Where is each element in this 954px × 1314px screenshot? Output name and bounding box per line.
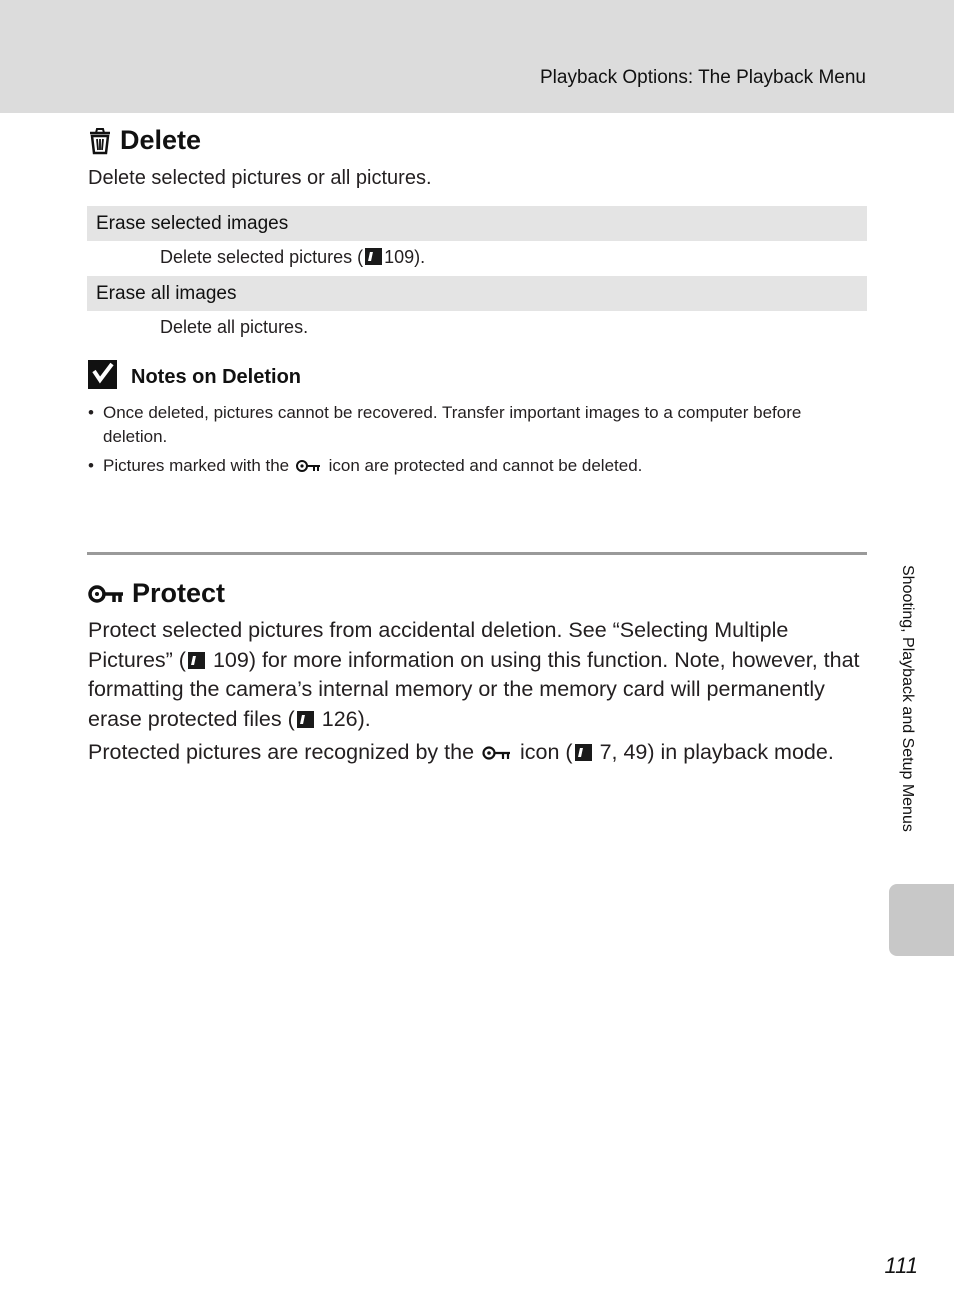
protect-paragraph-2 (88, 738, 868, 771)
protect-heading (88, 578, 225, 609)
page-reference: 7, 49 (599, 740, 648, 764)
delete-heading (88, 125, 201, 156)
body-text: ) in playback mode. (647, 740, 834, 764)
checkmark-note-icon (88, 360, 117, 394)
section-divider (87, 552, 867, 555)
page-reference-icon (297, 711, 314, 728)
page-reference-icon (365, 248, 382, 265)
notes-title: Notes on Deletion (131, 365, 302, 388)
side-tab-marker (889, 884, 954, 956)
list-item: • Once deleted, pictures cannot be recovered. Transfer important images to a computer before deletion. (88, 401, 848, 449)
page-reference-icon (188, 652, 205, 669)
desc-text: ). (414, 247, 426, 267)
body-text: ) for more information on using this function. Note, however, that formatting the camera’s internal memory or the memory card will permanently erase protected files ( (88, 647, 860, 731)
page-header (0, 0, 954, 113)
header-title: Playback Options: The Playback Menu (540, 67, 866, 88)
body-text: Protected pictures are recognized by the (88, 740, 475, 764)
side-section-label: Shooting, Playback and Setup Menus (899, 565, 916, 832)
protect-body (88, 616, 868, 775)
page-reference-icon (575, 744, 592, 761)
desc-text: Delete selected pictures ( (160, 247, 364, 267)
page-reference: 109 (212, 647, 249, 672)
notes-heading (88, 360, 301, 394)
notes-list (88, 401, 848, 486)
option-erase-all: Erase all images (87, 276, 867, 311)
option-erase-selected-desc (160, 247, 425, 268)
trash-icon (88, 127, 112, 155)
bullet-text: Pictures marked with the (103, 456, 290, 475)
list-item (88, 454, 848, 481)
page-number: 111 (884, 1253, 918, 1278)
protect-title: Protect (132, 578, 226, 608)
key-icon (88, 583, 124, 605)
option-erase-selected: Erase selected images (87, 206, 867, 241)
body-text: icon ( (520, 740, 573, 764)
bullet-text: icon are protected and cannot be deleted. (328, 456, 643, 475)
protect-key-icon (482, 741, 512, 771)
delete-title: Delete (120, 125, 202, 155)
protect-paragraph-1 (88, 616, 868, 734)
delete-lead: Delete selected pictures or all pictures. (88, 167, 432, 189)
body-text: Protect selected pictures from accidental deletion. See “Selecting Multiple Pictures” ( (88, 618, 789, 672)
protect-key-icon (296, 457, 322, 481)
page-reference: 109 (384, 247, 415, 267)
page-reference: 126 (321, 706, 358, 731)
body-text: ). (357, 706, 371, 731)
option-erase-all-desc: Delete all pictures. (160, 317, 309, 337)
